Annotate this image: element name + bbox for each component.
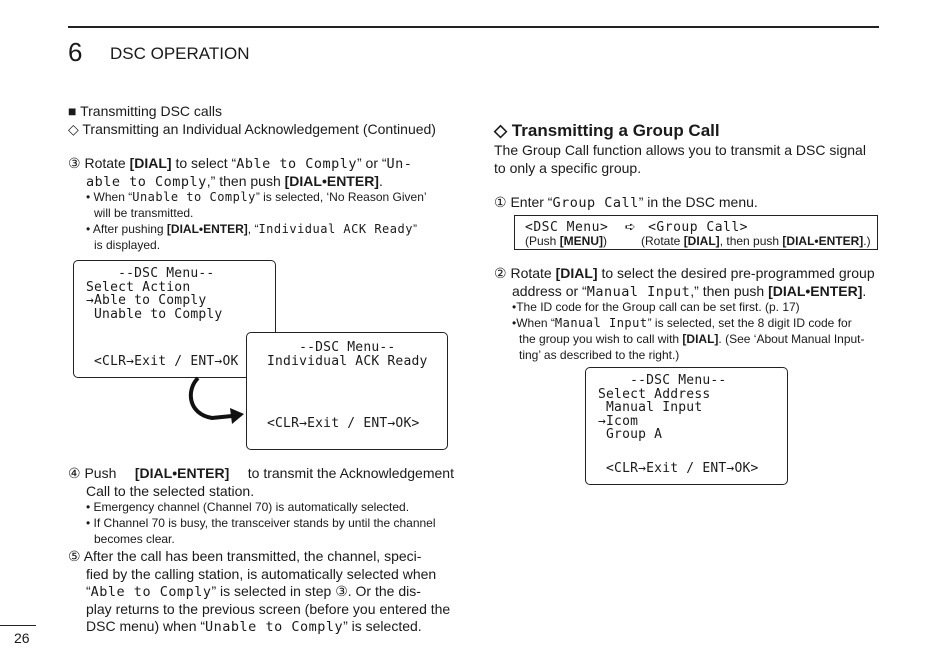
text: to select the desired pre-programmed group <box>597 265 875 281</box>
screen-line <box>267 368 447 382</box>
text: After the call has been transmitted, the channel, speci- <box>83 548 422 564</box>
text: • After pushing <box>86 222 167 236</box>
screen-line: →Able to Comply <box>86 293 207 308</box>
text: the group you wish to call with <box>519 332 683 346</box>
curved-arrow-icon <box>186 374 248 426</box>
text: .) <box>863 234 871 248</box>
text: Rotate <box>510 265 556 281</box>
text: Enter “ <box>510 194 553 210</box>
dial-key: [DIAL] <box>555 265 598 281</box>
lcd-text: Individual ACK Ready <box>258 222 413 236</box>
menu-path-box <box>514 215 878 250</box>
page-number-rule <box>0 625 36 626</box>
text: ” in the DSC menu. <box>638 194 758 210</box>
step5-line4: play returns to the previous screen (before you entered the <box>86 601 451 617</box>
screen-line: Manual Input <box>598 400 703 415</box>
section-heading: ■ Transmitting DSC calls <box>68 103 222 119</box>
screen-line: Group A <box>598 427 663 442</box>
screen-line <box>267 382 447 396</box>
lcd-screen-individual-ack <box>246 332 448 450</box>
step4-line1 <box>68 464 454 482</box>
group-step2-bullet2 <box>512 315 852 331</box>
lcd-text: Able to Comply <box>236 156 357 172</box>
text: to select “ <box>171 155 237 171</box>
step4-bullet1: • Emergency channel (Channel 70) is automatically selected. <box>86 500 410 514</box>
arrow-right-icon: ➪ <box>624 219 636 234</box>
lcd-text: able to Comply <box>86 174 207 190</box>
screen-line: <CLR→Exit / ENT→OK> <box>267 415 420 431</box>
text: Rotate <box>84 155 130 171</box>
text: ” is selected in step ③. Or the dis- <box>211 583 421 599</box>
text: ” is selected, ‘No Reason Given’ <box>255 190 427 204</box>
dial-enter-key: [DIAL•ENTER] <box>768 283 863 299</box>
lcd-text: Unable to Comply <box>132 190 256 204</box>
text: (Rotate <box>641 234 684 248</box>
screen-line <box>598 442 787 462</box>
group-call-intro-line1: The Group Call function allows you to transmit a DSC signal <box>494 142 866 158</box>
group-call-intro-line2: to only a specific group. <box>494 160 642 176</box>
step3-bullet2-cont: is displayed. <box>94 238 161 252</box>
text: , then push <box>719 234 783 248</box>
lcd-text: Manual Input <box>586 284 691 300</box>
screen-line: Unable to Comply <box>86 306 223 322</box>
screen-line: Individual ACK Ready <box>267 353 428 369</box>
text: . (See ‘About Manual Input- <box>718 332 865 346</box>
text: ” is selected. <box>343 618 422 634</box>
menu-key: [MENU] <box>559 234 604 248</box>
lcd-text: <Group Call> <box>648 220 749 235</box>
text: • When “ <box>86 190 133 204</box>
step-number: ① <box>494 194 507 210</box>
text: DSC menu) when “ <box>86 618 206 634</box>
step5-line5 <box>86 617 422 636</box>
group-step2-bullet1: •The ID code for the Group call can be set first. (p. 17) <box>512 300 800 314</box>
dial-key: [DIAL] <box>683 234 720 248</box>
screen-line: Select Address <box>598 386 711 402</box>
step4-line2: Call to the selected station. <box>86 483 255 499</box>
text: ” is selected, set the 8 digit ID code for <box>647 316 852 330</box>
text: •When “ <box>512 316 555 330</box>
text: ” or “ <box>356 155 387 171</box>
lcd-text: Unable to Comply <box>205 619 344 635</box>
group-step1 <box>494 193 758 212</box>
menu-path-right-note <box>641 233 871 249</box>
step3-bullet2 <box>86 221 417 237</box>
lcd-text: <DSC Menu> <box>525 220 609 235</box>
page-number: 26 <box>14 630 30 646</box>
text: “ <box>86 583 91 599</box>
group-step2-bullet2-line3: ting’ as described to the right.) <box>519 348 680 362</box>
dial-enter-key: [DIAL•ENTER] <box>284 173 379 189</box>
text: Push <box>84 465 117 481</box>
text: . <box>862 283 867 299</box>
screen-line: →Icom <box>598 413 639 429</box>
screen-line: --DSC Menu-- <box>86 266 215 281</box>
screen-line: --DSC Menu-- <box>267 340 396 355</box>
lcd-text: Group Call <box>552 195 639 211</box>
text: (Push <box>525 234 560 248</box>
text: , “ <box>247 222 259 236</box>
dial-enter-key: [DIAL•ENTER] <box>782 234 864 248</box>
group-step2-line1 <box>494 264 875 282</box>
chapter-title: DSC OPERATION <box>110 44 250 63</box>
lcd-text: Un- <box>386 156 413 172</box>
group-call-heading: ◇ Transmitting a Group Call <box>494 121 720 140</box>
chapter-number: 6 <box>68 37 83 67</box>
dial-enter-key: [DIAL•ENTER] <box>166 222 248 236</box>
lcd-text: Manual Input <box>554 316 648 330</box>
subsection-heading: ◇ Transmitting an Individual Acknowledgement (Continued) <box>68 121 436 137</box>
text: ,” then push <box>690 283 769 299</box>
step4-bullet2: • If Channel 70 is busy, the transceiver stands by until the channel <box>86 516 436 530</box>
lcd-screen-select-address <box>585 367 788 485</box>
menu-path-left-note <box>525 233 607 249</box>
dial-key: [DIAL] <box>129 155 172 171</box>
dial-enter-key: [DIAL•ENTER] <box>134 465 230 481</box>
text: . <box>378 173 383 189</box>
step5-line2: fied by the calling station, is automatically selected when <box>86 566 437 582</box>
step4-bullet2-cont: becomes clear. <box>94 532 175 546</box>
screen-line: <CLR→Exit / ENT→OK> <box>598 460 759 476</box>
lcd-text: Able to Comply <box>90 584 212 600</box>
text: ,” then push <box>206 173 285 189</box>
header-rule <box>68 26 879 28</box>
step5-line3 <box>86 582 421 601</box>
screen-line <box>267 395 447 409</box>
screen-line: Select Action <box>86 279 191 295</box>
step-number: ③ <box>68 155 81 171</box>
text: to transmit the Acknowledgement <box>247 465 454 481</box>
step5-line1 <box>68 547 421 565</box>
step-number: ④ <box>68 465 81 481</box>
step3-line1 <box>68 154 412 173</box>
group-step2-bullet2-line2 <box>519 331 865 347</box>
step-number: ② <box>494 265 507 281</box>
text: ” <box>412 222 417 236</box>
screen-line: --DSC Menu-- <box>598 373 727 388</box>
step3-bullet1-cont: will be transmitted. <box>94 206 194 220</box>
screen-line: <CLR→Exit / ENT→OK <box>86 354 239 369</box>
step-number: ⑤ <box>68 548 81 564</box>
step3-bullet1 <box>86 189 427 205</box>
text: ) <box>603 234 608 248</box>
dial-key: [DIAL] <box>682 332 719 346</box>
text: address or “ <box>512 283 587 299</box>
